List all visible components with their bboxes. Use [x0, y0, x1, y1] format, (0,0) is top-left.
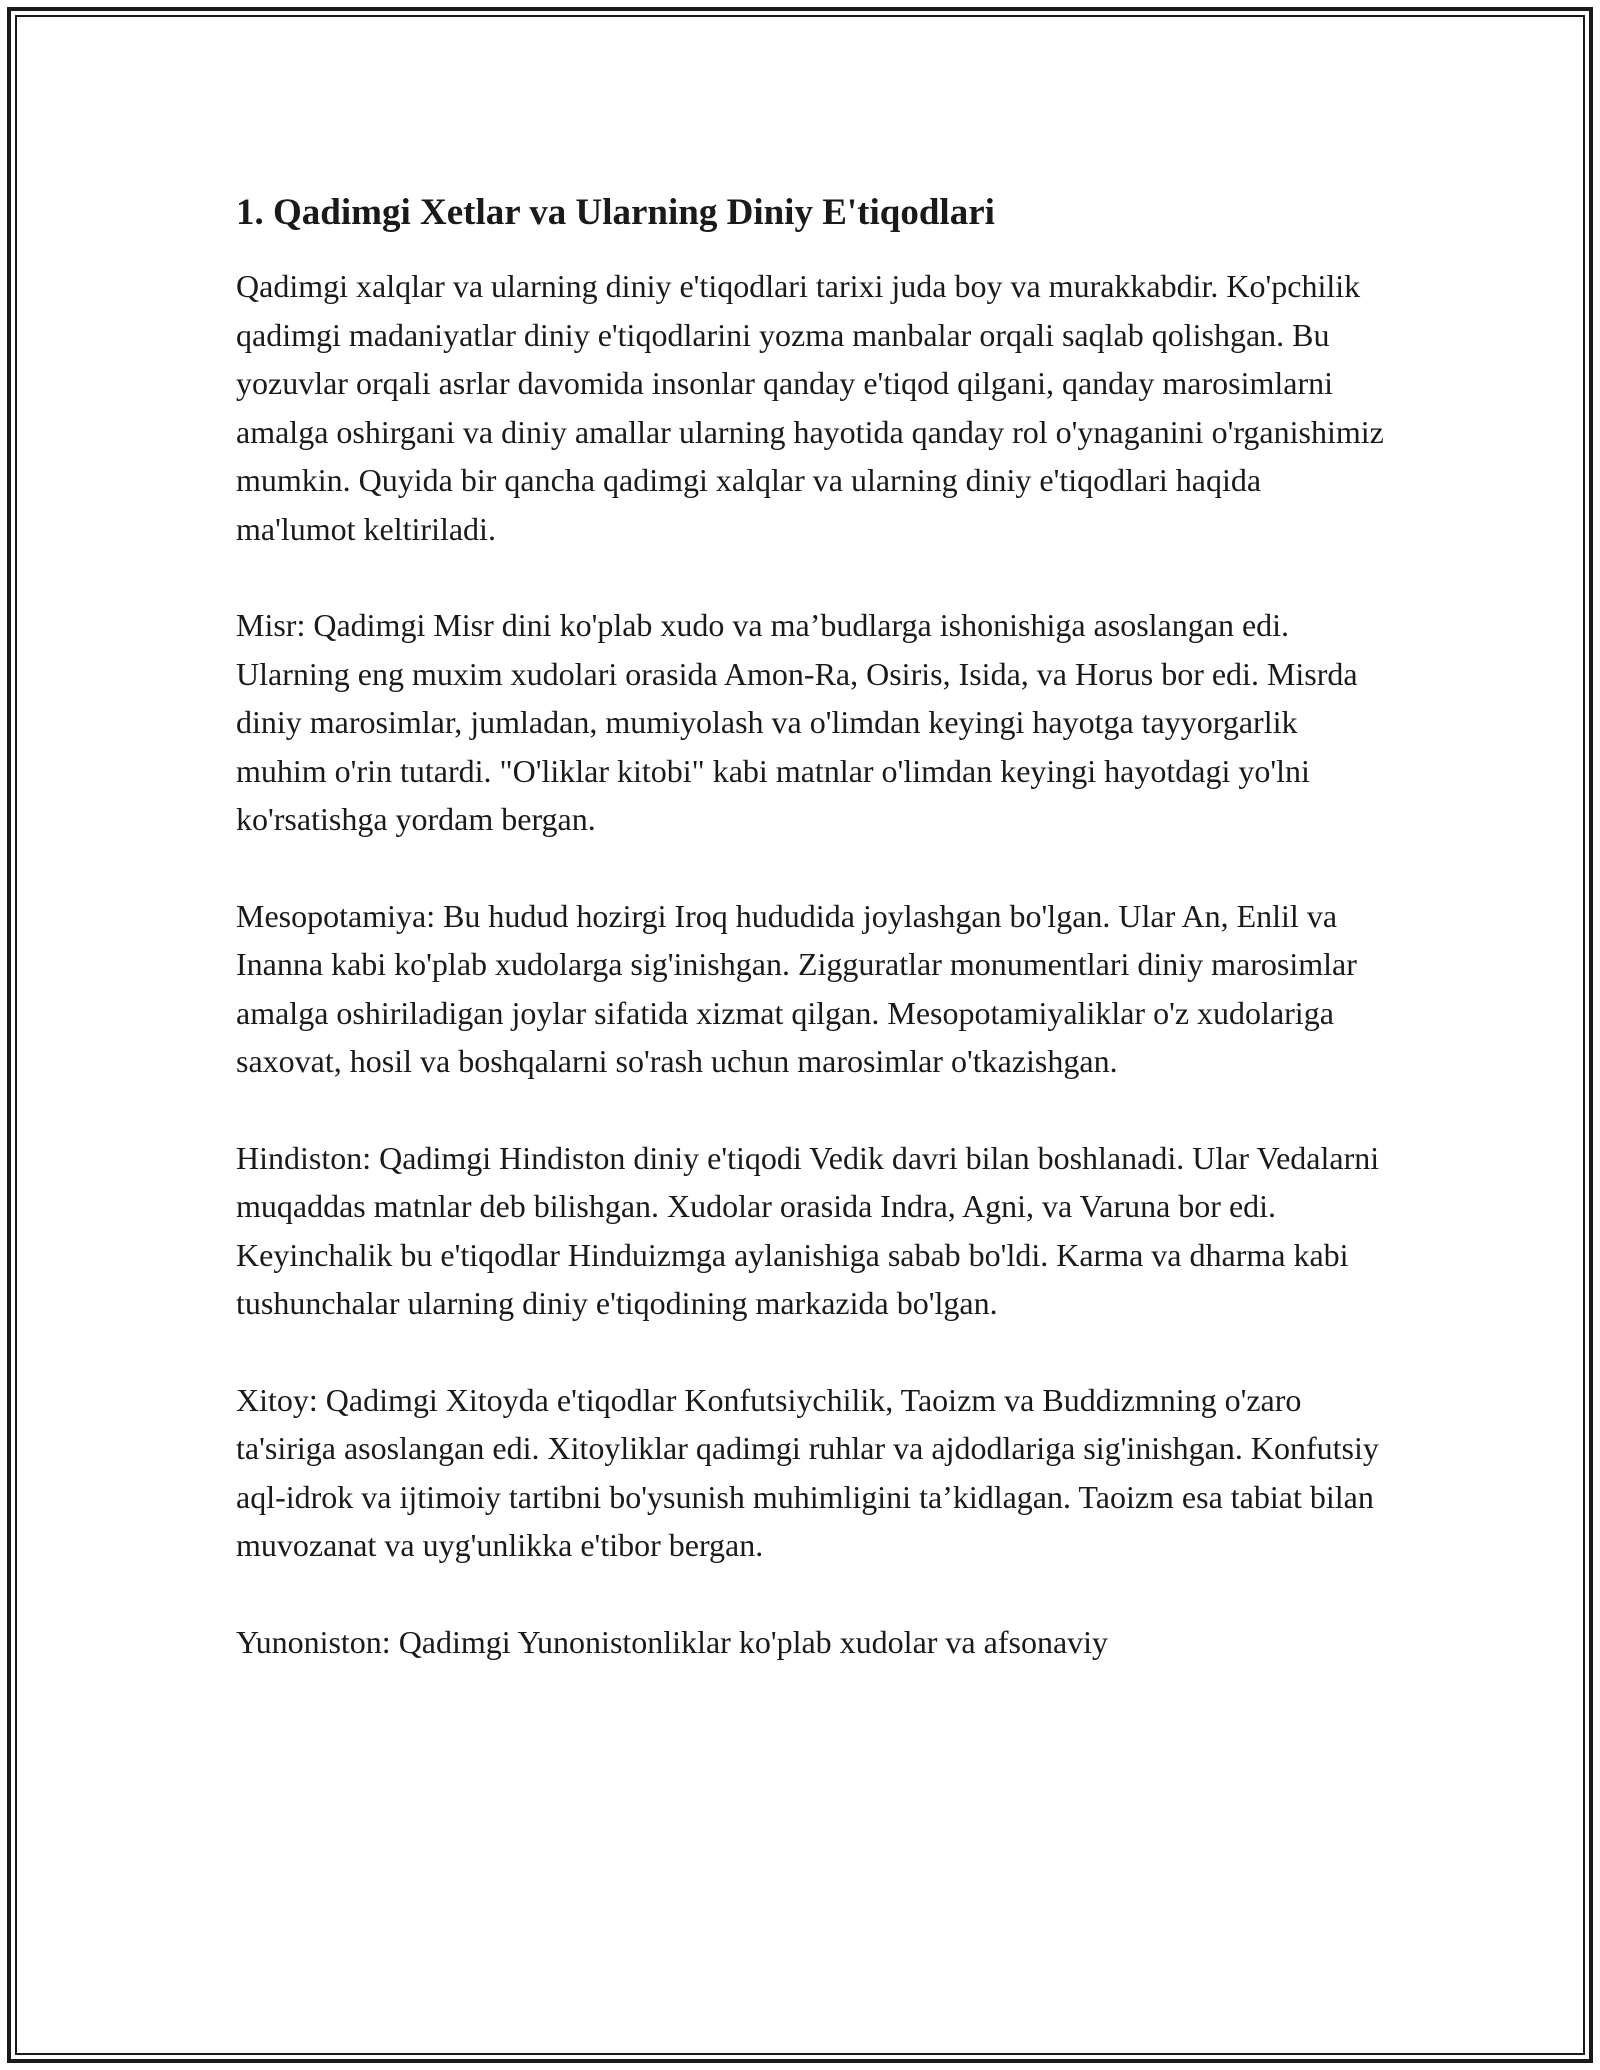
paragraph-intro: Qadimgi xalqlar va ularning diniy e'tiqodlari tarixi juda boy va murakkabdir. Ko'pchilik qadimgi madaniyatlar diniy e'tiqodlarini yozma manbalar orqali saqlab qolishgan. Bu yozuvlar orqali asrlar davomida insonlar qanday e'tiqod qilgani, qanday marosimlarni amalga oshirgani va diniy amallar ularning hayotida qanday rol o'ynaganini o'rganishimiz mumkin. Quyida bir qancha qadimgi xalqlar va ularning diniy e'tiqodlari haqida ma'lumot keltiriladi.: [236, 268, 1384, 547]
paragraph-mesopotamiya: Mesopotamiya: Bu hudud hozirgi Iroq hududida joylashgan bo'lgan. Ular An, Enlil va Inanna kabi ko'plab xudolarga sig'inishgan. Zigguratlar monumentlari diniy marosimlar amalga oshiriladigan joylar sifatida xizmat qilgan. Mesopotamiyaliklar o'z xudolariga saxovat, hosil va boshqalarni so'rash uchun marosimlar o'tkazishgan.: [236, 897, 1357, 1079]
paragraph-misr: Misr: Qadimgi Misr dini ko'plab xudo va ma’budlarga ishonishiga asoslangan edi. Ularning eng muxim xudolari orasida Amon-Ra, Osiris, Isida, va Horus bor edi. Misrda diniy marosimlar, jumladan, mumiyolash va o'limdan keyingi hayotga tayyorgarlik muhim o'rin tutardi. "O'liklar kitobi" kabi matnlar o'limdan keyingi hayotdagi yo'lni ko'rsatishga yordam bergan.: [236, 607, 1358, 837]
paragraph-yunoniston: Yunoniston: Qadimgi Yunonistonliklar ko'plab xudolar va afsonaviy: [236, 1623, 1109, 1660]
paragraph-xitoy: Xitoy: Qadimgi Xitoyda e'tiqodlar Konfutsiychilik, Taoizm va Buddizmning o'zaro ta'siriga asoslangan edi. Xitoyliklar qadimgi ruhlar va ajdodlariga sig'inishgan. Konfutsiy aql-idrok va ijtimoiy tartibni bo'ysunish muhimligini ta’kidlagan. Taoizm esa tabiat bilan muvozanat va uyg'unlikka e'tibor bergan.: [236, 1381, 1379, 1563]
document-body: [236, 188, 1386, 1714]
paragraph-hindiston: Hindiston: Qadimgi Hindiston diniy e'tiqodi Vedik davri bilan boshlanadi. Ular Vedalarni muqaddas matnlar deb bilishgan. Xudolar orasida Indra, Agni, va Varuna bor edi. Keyinchalik bu e'tiqodlar Hinduizmga aylanishiga sabab bo'ldi. Karma va dharma kabi tushunchalar ularning diniy e'tiqodining markazida bo'lgan.: [236, 1139, 1380, 1321]
section-heading: 1. Qadimgi Xetlar va Ularning Diniy E'tiqodlari: [236, 192, 995, 233]
